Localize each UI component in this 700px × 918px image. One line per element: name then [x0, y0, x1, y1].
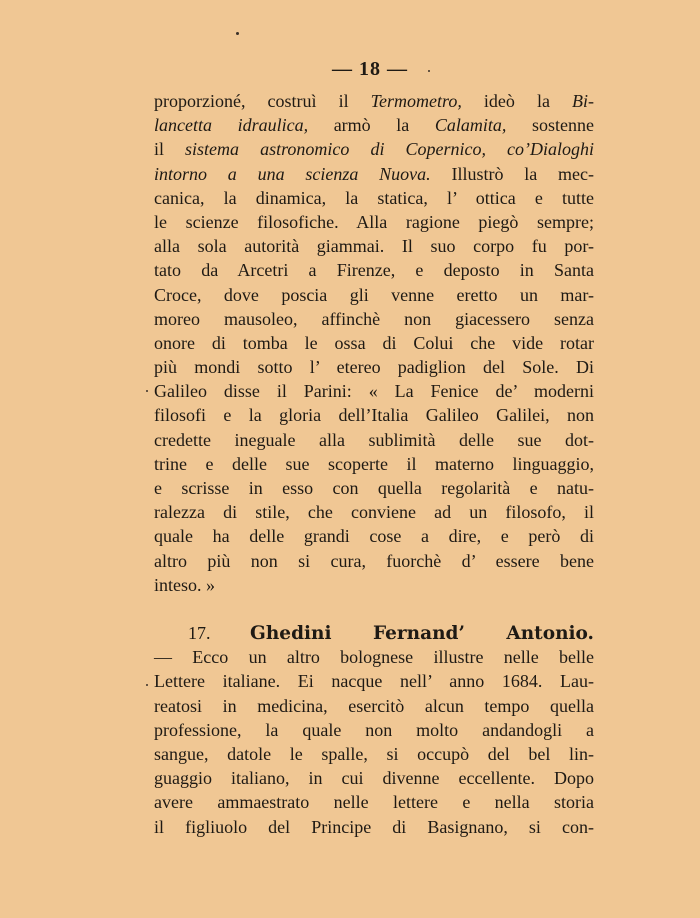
text-run: proporzioné, costruì il: [154, 91, 371, 111]
text-run: il: [154, 139, 186, 160]
text-line: [154, 669, 594, 693]
text-line: [154, 549, 594, 573]
italic-text: lancetta idraulica,: [154, 115, 309, 136]
text-line: [154, 234, 594, 258]
text-run: reatosi in medicina, esercitò alcun tempo quella: [154, 695, 594, 716]
text-line: [154, 186, 594, 210]
text-run: professione, la quale non molto andandogli a: [154, 719, 594, 740]
italic-text: intorno a una scienza Nuova.: [154, 163, 431, 184]
text-line: [154, 137, 594, 161]
text-run: armò la: [308, 115, 435, 136]
text-run: e scrisse in esso con quella regolarità e natu-: [154, 478, 594, 498]
entry-ghedini: [154, 621, 594, 839]
print-speck: [146, 390, 148, 392]
paragraph-galileo: [154, 89, 594, 597]
text-line: [154, 258, 594, 282]
text-line: [154, 790, 594, 814]
text-line: [154, 524, 594, 548]
text-run: credette ineguale alla sublimità delle sue dot-: [154, 429, 594, 450]
text-line: [154, 428, 594, 452]
text-line: [154, 113, 594, 137]
entry-heading: [154, 621, 594, 645]
text-line: [154, 718, 594, 742]
text-run: Galileo disse il Parini: « La Fenice de’ moderni: [154, 381, 594, 402]
italic-text: sistema astronomico di Copernico, co’Dialoghi: [185, 139, 594, 160]
text-run: ralezza di stile, che conviene ad un filosofo, il: [154, 502, 594, 523]
text-run: trine e delle sue scoperte il materno linguaggio,: [154, 453, 594, 474]
text-line: [154, 766, 594, 790]
text-run: più mondi sotto l’ etereo padiglion del Sole. Di: [154, 357, 594, 378]
entry-number: 17.: [188, 623, 211, 643]
text-line: [154, 162, 594, 186]
text-run: alla sola autorità giammai. Il suo corpo fu por-: [154, 236, 594, 257]
text-line: [154, 403, 594, 427]
text-run: filosofi e la gloria dell’Italia Galileo Galilei, non: [154, 405, 594, 426]
text-run: Illustrò la mec-: [430, 163, 594, 184]
text-run: — Ecco un altro bolognese illustre nelle belle: [154, 647, 594, 668]
text-run: sostenne: [506, 115, 594, 136]
text-run: sangue, datole le spalle, si occupò del bel lin-: [154, 743, 594, 764]
text-run: guaggio italiano, in cui divenne eccellente. Dopo: [154, 768, 594, 789]
text-run: le scienze filosofiche. Alla ragione piegò sempre;: [154, 211, 594, 232]
text-run: altro più non si cura, fuorchè d’ essere bene: [154, 550, 594, 571]
italic-text: Calamita,: [434, 115, 507, 136]
print-speck: [236, 32, 239, 35]
text-line: [154, 645, 594, 669]
text-line: [154, 694, 594, 718]
text-run: tato da Arcetri a Firenze, e deposto in Santa: [154, 260, 594, 281]
text-line: [154, 307, 594, 331]
page-number: — 18 —: [332, 58, 408, 80]
text-run: avere ammaestrato nelle lettere e nella storia: [154, 792, 594, 813]
text-line: [154, 452, 594, 476]
text-line: [154, 742, 594, 766]
entry-name: Ghedini Fernand’ Antonio.: [250, 623, 594, 644]
text-run: il figliuolo del Principe di Basignano, si con-: [154, 816, 594, 837]
text-line: [154, 476, 594, 500]
text-run: quale ha delle grandi cose a dire, e però di: [154, 526, 594, 547]
text-run: moreo mausoleo, affinchè non giacessero senza: [154, 308, 594, 329]
text-line: [154, 815, 594, 839]
text-run: canica, la dinamica, la statica, l’ ottica e tutte: [154, 187, 594, 208]
text-run: Lettere italiane. Ei nacque nell’ anno 1684. Lau-: [154, 671, 594, 692]
text-line: [154, 331, 594, 355]
text-run: Croce, dove poscia gli venne eretto un mar-: [154, 284, 594, 305]
text-run: inteso. »: [154, 574, 215, 595]
text-line: [154, 89, 594, 113]
italic-text: Termometro,: [370, 91, 462, 111]
text-run: ideò la: [461, 91, 572, 111]
text-line: [154, 379, 594, 403]
print-speck: [146, 684, 148, 686]
text-line: [154, 573, 594, 597]
print-speck: [428, 70, 430, 72]
text-run: onore di tomba le ossa di Colui che vide rotar: [154, 332, 594, 353]
text-line: [154, 355, 594, 379]
italic-text: Bi-: [572, 91, 594, 111]
text-line: [154, 500, 594, 524]
text-line: [154, 210, 594, 234]
text-line: [154, 283, 594, 307]
